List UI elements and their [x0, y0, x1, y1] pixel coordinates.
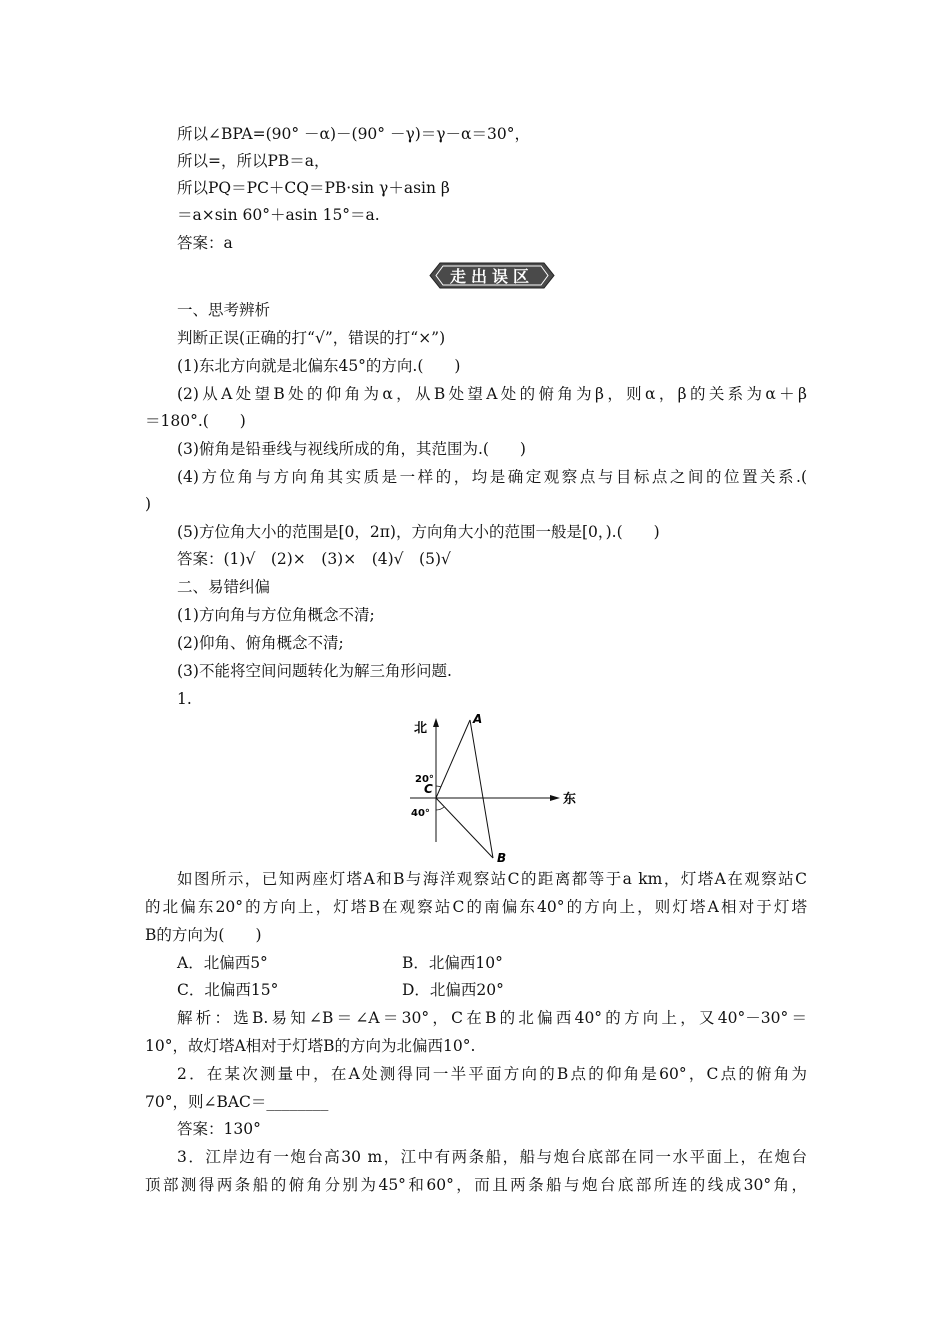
- text-line: 所以=，所以PB＝a，: [177, 152, 330, 170]
- option-c: C．北偏西15°: [177, 981, 279, 999]
- problem-stem: 顶部测得两条船的俯角分别为45°和60°，而且两条船与炮台底部所连的线成30°角，: [145, 1176, 807, 1194]
- bearing-diagram: [400, 712, 585, 872]
- text-line: (3)不能将空间问题转化为解三角形问题.: [177, 662, 452, 680]
- question: (1)东北方向就是北偏东45°的方向.( ): [177, 357, 461, 375]
- section-heading: 二、易错纠偏: [177, 578, 271, 596]
- banner-title: 走出误区: [449, 267, 534, 286]
- text-line: 所以∠BPA=(90° －α)－(90° －γ)＝γ－α＝30°，: [177, 125, 530, 143]
- question: (2)从A处望B处的仰角为α，从B处望A处的俯角为β，则α，β的关系为α＋β: [177, 385, 807, 403]
- section-heading: 一、思考辨析: [177, 301, 271, 319]
- point-c-label: C: [424, 782, 433, 796]
- option-b: B．北偏西10°: [402, 954, 503, 972]
- segment-ca: [436, 720, 470, 798]
- problem-stem: 的北偏东20°的方向上，灯塔B在观察站C的南偏东40°的方向上，则灯塔A相对于灯塔: [145, 898, 807, 916]
- angle-arc-20: [436, 786, 441, 787]
- section-banner: [428, 262, 556, 289]
- solution-line: 解析：选B.易知∠B＝∠A＝30°，C在B的北偏西40°的方向上，又40°－30°＝: [177, 1009, 807, 1027]
- angle-20-label: 20°: [415, 774, 434, 785]
- answer-line: 答案：(1)√ (2)× (3)× (4)√ (5)√: [177, 550, 451, 568]
- problem-stem: 70°，则∠BAC＝________: [145, 1093, 329, 1111]
- problem-stem: 3．江岸边有一炮台高30 m，江中有两条船，船与炮台底部在同一水平面上，在炮台: [177, 1148, 807, 1166]
- point-a-label: A: [473, 712, 483, 726]
- angle-arc-40: [436, 807, 444, 810]
- text-line: 所以PQ＝PC＋CQ＝PB·sin γ＋asin β: [177, 179, 450, 197]
- problem-stem: 2．在某次测量中，在A处测得同一半平面方向的B点的仰角是60°，C点的俯角为: [177, 1065, 807, 1083]
- problem-stem: B的方向为( ): [145, 926, 262, 944]
- east-label: 东: [563, 792, 577, 807]
- angle-40-label: 40°: [411, 808, 430, 819]
- question-continuation: ): [145, 495, 152, 513]
- text-line: (1)方向角与方位角概念不清;: [177, 606, 375, 624]
- problem-stem: 如图所示，已知两座灯塔A和B与海洋观察站C的距离都等于a km，灯塔A在观察站C: [177, 870, 807, 888]
- question-continuation: ＝180°.( ): [145, 412, 246, 430]
- north-arrow-icon: [433, 718, 439, 727]
- problem-number: 1.: [177, 690, 192, 708]
- option-d: D．北偏西20°: [402, 981, 504, 999]
- question: (3)俯角是铅垂线与视线所成的角，其范围为.( ): [177, 440, 526, 458]
- east-arrow-icon: [550, 795, 560, 801]
- question: (5)方位角大小的范围是[0，2π)，方向角大小的范围一般是[0，).( ): [177, 523, 660, 541]
- solution-line: 10°，故灯塔A相对于灯塔B的方向为北偏西10°.: [145, 1037, 476, 1055]
- point-b-label: B: [497, 851, 507, 865]
- option-a: A．北偏西5°: [177, 954, 268, 972]
- question: (4)方位角与方向角其实质是一样的，均是确定观察点与目标点之间的位置关系.(: [177, 468, 807, 486]
- north-label: 北: [414, 721, 428, 736]
- text-line: ＝a×sin 60°＋asin 15°＝a.: [177, 206, 380, 224]
- answer-line: 答案：130°: [177, 1120, 261, 1138]
- text-line: (2)仰角、俯角概念不清;: [177, 634, 344, 652]
- text-line: 答案：a: [177, 234, 233, 252]
- text-line: 判断正误(正确的打“√”，错误的打“×”): [177, 329, 446, 347]
